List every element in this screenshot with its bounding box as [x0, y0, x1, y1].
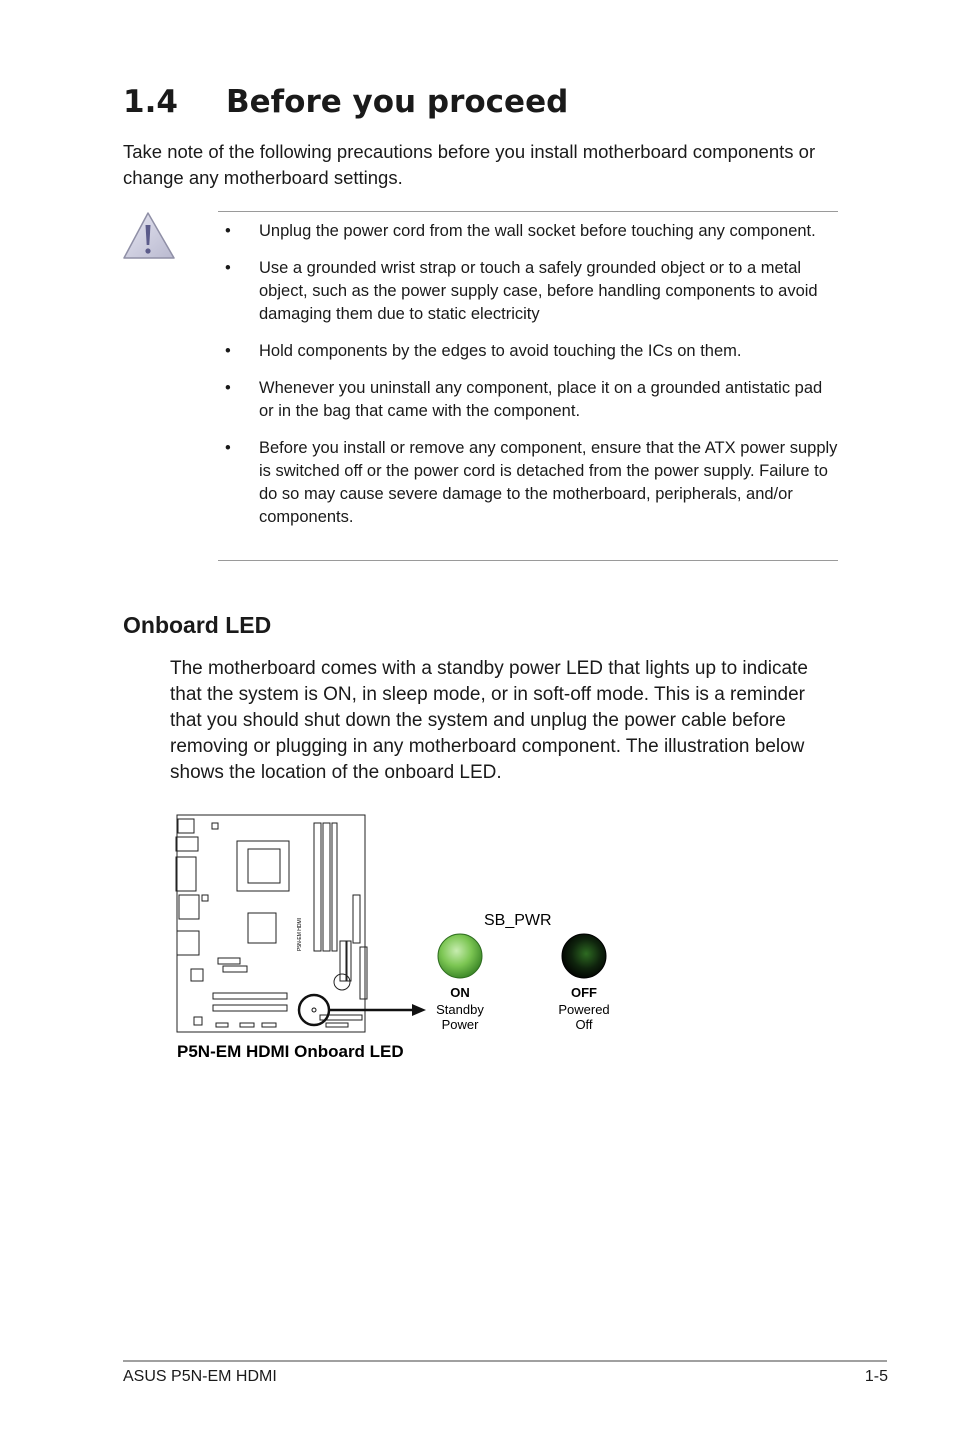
bullet-glyph: • — [225, 259, 231, 277]
precaution-item — [218, 340, 838, 363]
bullet-glyph: • — [225, 379, 231, 397]
warning-top-rule — [218, 211, 838, 212]
precaution-text: Before you install or remove any component, ensure that the ATX power supply is switched off or the power cord is detached from the power supply. Failure to do so may cause severe damage to the motherboard, peripherals, and/or components. — [259, 439, 838, 526]
warning-icon — [122, 210, 178, 262]
footer-rule — [123, 1360, 887, 1362]
led-on-icon — [438, 934, 482, 978]
onboard-led-paragraph: The motherboard comes with a standby power LED that lights up to indicate that the system is ON, in sleep mode, or in soft-off mode. This is a reminder that you should shut down the system and unplug the power cable before removing or plugging in any motherboard component. The illustration below shows the location of the onboard LED. — [170, 658, 808, 783]
board-model-label: P5N-EM HDMI — [297, 917, 303, 951]
precaution-list — [218, 220, 838, 543]
led-location-circle — [299, 995, 329, 1025]
bullet-glyph: • — [225, 439, 231, 457]
intro-text: Take note of the following precautions before you install motherboard components or change any motherboard settings. — [123, 141, 816, 188]
footer-product-name: ASUS P5N-EM HDMI — [123, 1368, 277, 1385]
led-on-desc-line2: Power — [441, 1017, 479, 1032]
bullet-glyph: • — [225, 342, 231, 360]
onboard-led-diagram — [160, 805, 660, 1075]
footer-page-number: 1-5 — [864, 1368, 888, 1385]
precaution-text: Unplug the power cord from the wall socket before touching any component. — [259, 222, 816, 240]
led-on-state: ON — [450, 985, 470, 1000]
motherboard-outline — [176, 815, 367, 1032]
led-off-desc-line1: Powered — [558, 1002, 610, 1017]
precaution-item — [218, 377, 838, 423]
bullet-glyph: • — [225, 222, 231, 240]
precaution-text: Hold components by the edges to avoid touching the ICs on them. — [259, 342, 742, 360]
led-off-icon — [562, 934, 606, 978]
pointer-arrow-head — [412, 1004, 426, 1016]
led-off-desc-line2: Off — [575, 1017, 593, 1032]
warning-bottom-rule — [218, 560, 838, 561]
precaution-text: Use a grounded wrist strap or touch a safely grounded object or to a metal object, such as the power supply case, before handling components to avoid damaging them due to static electricity — [259, 259, 818, 323]
led-off-state: OFF — [571, 985, 597, 1000]
section-title: Before you proceed — [226, 84, 569, 120]
precaution-item — [218, 437, 838, 529]
precaution-item — [218, 257, 838, 326]
led-location-dot — [312, 1008, 316, 1012]
diagram-caption: P5N-EM HDMI Onboard LED — [177, 1042, 404, 1061]
sb-pwr-label: SB_PWR — [484, 912, 552, 929]
onboard-led-heading: Onboard LED — [123, 612, 272, 638]
section-number: 1.4 — [123, 84, 178, 120]
led-on-desc-line1: Standby — [436, 1002, 484, 1017]
precaution-text: Whenever you uninstall any component, place it on a grounded antistatic pad or in the bag that came with the component. — [259, 379, 823, 420]
precaution-item — [218, 220, 838, 243]
